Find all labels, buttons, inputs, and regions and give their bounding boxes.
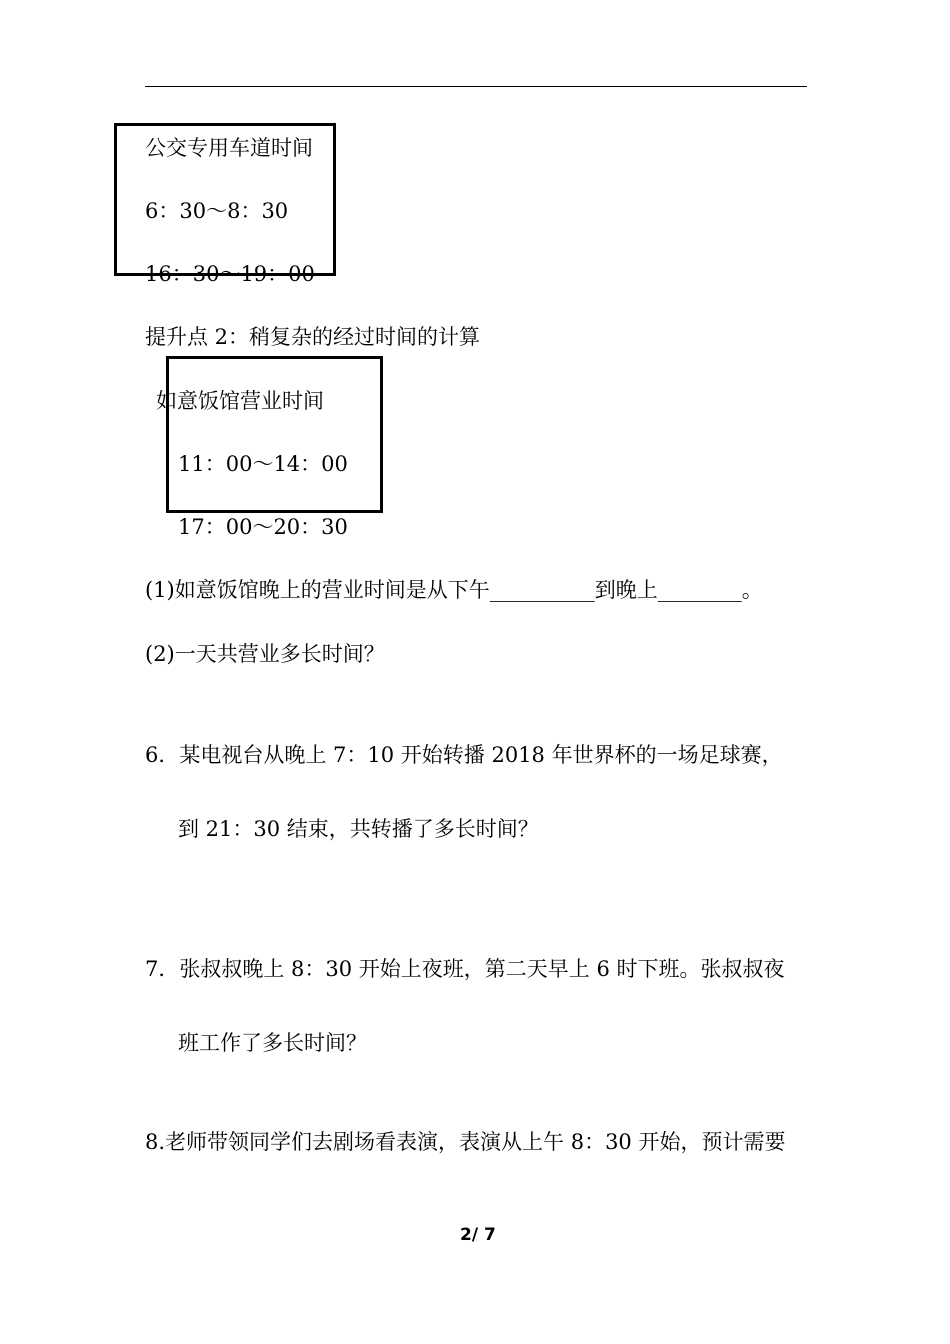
restaurant-hours-box xyxy=(166,356,383,513)
problem-8-line-1: 8.老师带领同学们去剧场看表演，表演从上午 8：30 开始，预计需要 xyxy=(145,1130,786,1154)
restaurant-title: 如意饭馆营业时间 xyxy=(156,389,324,413)
bus-lane-time-2: 16：30～19：00 xyxy=(145,262,315,286)
restaurant-time-1: 11：00～14：00 xyxy=(178,452,348,476)
bus-lane-title: 公交专用车道时间 xyxy=(145,136,313,160)
question-2: (2)一天共营业多长时间？ xyxy=(145,642,385,666)
question-1: (1)如意饭馆晚上的营业时间是从下午__________到晚上________。 xyxy=(145,578,763,602)
problem-6-line-1: 6．某电视台从晚上 7：10 开始转播 2018 年世界杯的一场足球赛， xyxy=(145,743,783,767)
restaurant-time-2: 17：00～20：30 xyxy=(178,515,348,539)
problem-7-line-2: 班工作了多长时间？ xyxy=(178,1031,367,1055)
bus-lane-time-1: 6：30～8：30 xyxy=(145,199,289,223)
page-number: 2/ 7 xyxy=(460,1225,496,1245)
header-rule xyxy=(145,86,807,87)
problem-6-line-2: 到 21：30 结束，共转播了多长时间？ xyxy=(178,817,539,841)
section-heading: 提升点 2：稍复杂的经过时间的计算 xyxy=(145,325,481,349)
problem-7-line-1: 7．张叔叔晚上 8：30 开始上夜班，第二天早上 6 时下班。张叔叔夜 xyxy=(145,957,785,981)
